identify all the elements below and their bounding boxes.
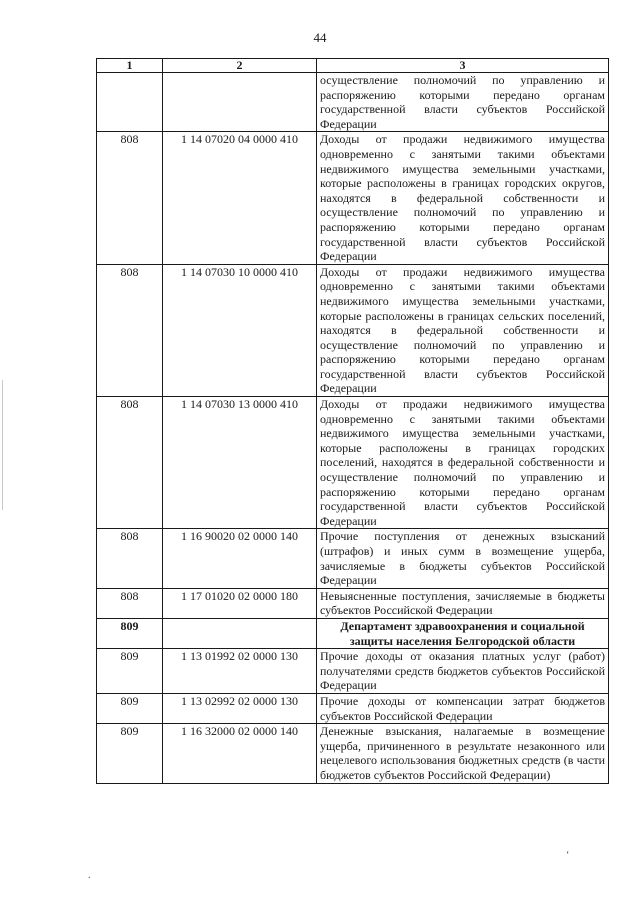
table-row xyxy=(97,73,609,132)
column-header-name: 3 xyxy=(317,59,609,73)
table-row xyxy=(97,132,609,264)
revenue-codes-table xyxy=(96,58,609,784)
cell-admin-code: 808 xyxy=(97,132,163,264)
cell-revenue-name: Прочие доходы от компенсации затрат бюджетов субъектов Российской Федерации xyxy=(317,693,609,723)
cell-revenue-name: Прочие доходы от оказания платных услуг (работ) получателями средств бюджетов субъектов Российской Федерации xyxy=(317,649,609,694)
cell-revenue-name: Департамент здравоохранения и социальной защиты населения Белгородской области xyxy=(317,618,609,648)
cell-revenue-name: осуществление полномочий по управлению и распоряжению которыми передано органам государственной власти субъектов Российской Федерации xyxy=(317,73,609,132)
cell-admin-code: 808 xyxy=(97,397,163,529)
cell-revenue-code: 1 17 01020 02 0000 180 xyxy=(163,588,317,618)
cell-admin-code: 809 xyxy=(97,693,163,723)
cell-admin-code xyxy=(97,73,163,132)
cell-admin-code: 809 xyxy=(97,618,163,648)
table-row xyxy=(97,397,609,529)
column-header-admin: 1 xyxy=(97,59,163,73)
cell-admin-code: 808 xyxy=(97,588,163,618)
table-row xyxy=(97,724,609,783)
cell-revenue-code: 1 13 02992 02 0000 130 xyxy=(163,693,317,723)
cell-revenue-code xyxy=(163,73,317,132)
cell-revenue-code: 1 13 01992 02 0000 130 xyxy=(163,649,317,694)
table-row xyxy=(97,693,609,723)
table-header-row xyxy=(97,59,609,73)
table-row xyxy=(97,529,609,588)
scan-artifact: . xyxy=(88,870,91,881)
cell-admin-code: 808 xyxy=(97,264,163,396)
cell-revenue-name: Невыясненные поступления, зачисляемые в бюджеты субъектов Российской Федерации xyxy=(317,588,609,618)
scan-artifact: ‘ xyxy=(566,850,570,861)
table-row-department xyxy=(97,618,609,648)
cell-revenue-name: Денежные взыскания, налагаемые в возмещение ущерба, причиненного в результате незаконного или нецелевого использования бюджетных средств (в части бюджетов субъектов Российской Федерации) xyxy=(317,724,609,783)
table-row xyxy=(97,264,609,396)
cell-admin-code: 809 xyxy=(97,649,163,694)
cell-revenue-name: Доходы от продажи недвижимого имущества одновременно с занятыми такими объектами недвижимого имущества земельными участками, которые расположены в границах городских поселений, находятся в федеральной собственности и осуществление полномочий по управлению и распоряжению которыми передано органам государственной власти субъектов Российской Федерации xyxy=(317,397,609,529)
cell-revenue-name: Прочие поступления от денежных взысканий (штрафов) и иных сумм в возмещение ущерба, зачисляемые в бюджеты субъектов Российской Федерации xyxy=(317,529,609,588)
table-body xyxy=(97,73,609,784)
cell-revenue-name: Доходы от продажи недвижимого имущества одновременно с занятыми такими объектами недвижимого имущества земельными участками, которые расположены в границах городских округов, находятся в федеральной собственности и осуществление полномочий по управлению и распоряжению которыми передано органам государственной власти субъектов Российской Федерации xyxy=(317,132,609,264)
cell-revenue-code: 1 14 07020 04 0000 410 xyxy=(163,132,317,264)
column-header-code: 2 xyxy=(163,59,317,73)
scan-binding-line xyxy=(2,380,3,510)
table-row xyxy=(97,649,609,694)
cell-revenue-name: Доходы от продажи недвижимого имущества одновременно с занятыми такими объектами недвижимого имущества земельными участками, которые расположены в границах сельских поселений, находятся в федеральной собственности и осуществление полномочий по управлению и распоряжению которыми передано органам государственной власти субъектов Российской Федерации xyxy=(317,264,609,396)
page-number: 44 xyxy=(313,30,327,45)
cell-admin-code: 809 xyxy=(97,724,163,783)
table-row xyxy=(97,588,609,618)
cell-admin-code: 808 xyxy=(97,529,163,588)
cell-revenue-code: 1 14 07030 10 0000 410 xyxy=(163,264,317,396)
cell-revenue-code: 1 14 07030 13 0000 410 xyxy=(163,397,317,529)
cell-revenue-code: 1 16 32000 02 0000 140 xyxy=(163,724,317,783)
cell-revenue-code: 1 16 90020 02 0000 140 xyxy=(163,529,317,588)
cell-revenue-code xyxy=(163,618,317,648)
